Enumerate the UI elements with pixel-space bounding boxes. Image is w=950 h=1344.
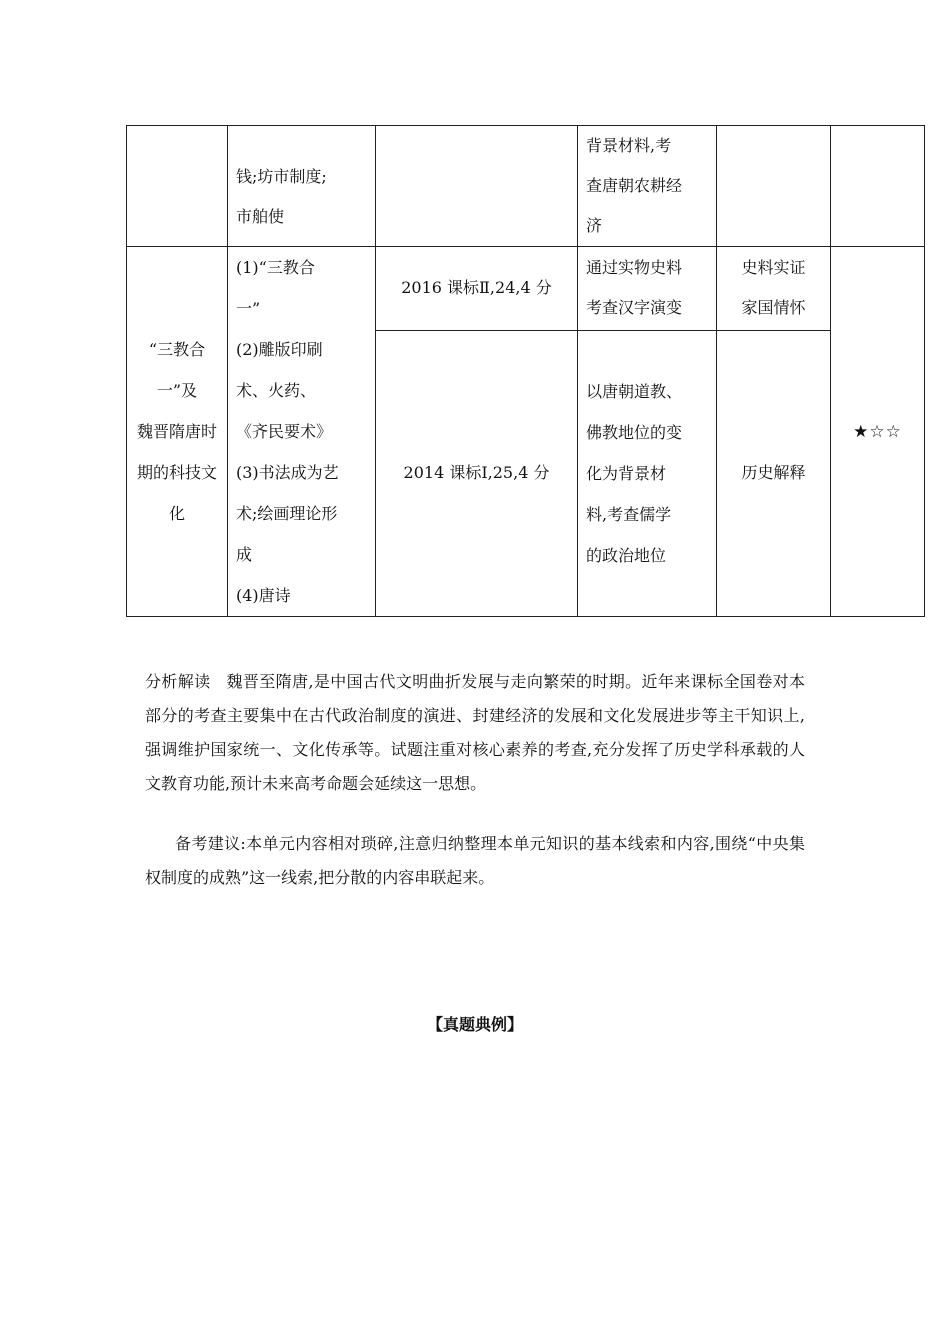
cell-line: (4)唐诗 [236,586,291,605]
section-title: 【真题典例】 [426,1015,523,1034]
cell-line: 考查汉字演变 [586,298,683,318]
exam-analysis-table [126,125,925,617]
cell-line: (3)书法成为艺 [236,463,339,482]
cell-line: 市舶使 [236,207,285,226]
cell-line: 史料实证 [741,258,806,278]
cell-line: 一” [236,299,261,318]
analysis-cell [578,330,717,616]
cell-line: 一”及 [156,381,198,400]
knowledge-points-cell [228,247,376,617]
table-row [127,126,925,247]
cell-line: 化为背景材 [586,463,667,483]
analysis-label: 分析解读 [145,672,211,691]
analysis-paragraph [145,665,805,801]
analysis-text: 魏晋至隋唐,是中国古代文明曲折发展与走向繁荣的时期。近年来课标全国卷对本部分的考查主要集中在古代政治制度的演进、封建经济的发展和文化发展进步等主干知识上,强调维护国家统一、文化传承等。试题注重对核心素养的考查,充分发挥了历史学科承载的人文教育功能,预计未来高考命题会延续这一思想。 [145,672,805,793]
cell-line: 钱;坊市制度; [236,167,327,186]
exam-source-cell: 2014 课标Ⅰ,25,4 分 [376,330,578,616]
cell-line: 料,考查儒学 [586,504,672,524]
literacy-cell: 历史解释 [717,330,831,616]
cell-line: 的政治地位 [586,545,667,565]
literacy-cell [717,247,831,331]
cell-line: 背景材料,考 [586,136,672,155]
cell-line: 术;绘画理论形 [236,504,338,523]
cell-line: 期的科技文 [136,463,217,482]
cell-line: 术、火药、 [236,381,317,400]
cell-line: 济 [586,216,603,235]
cell-line: (2)雕版印刷 [236,340,323,359]
topic-cell [127,247,228,617]
cell-line: 魏晋隋唐时 [136,422,217,441]
analysis-cell [578,126,717,247]
cell-line: 佛教地位的变 [586,422,683,442]
knowledge-points-cell [228,126,376,247]
exam-source-cell [376,126,578,247]
cell-line: (1)“三教合 [236,258,315,277]
difficulty-rating: ★☆☆ [831,247,925,617]
suggestion-paragraph: 备考建议:本单元内容相对琐碎,注意归纳整理本单元知识的基本线索和内容,围绕“中央集权制度的成熟”这一线索,把分散的内容串联起来。 [145,834,805,887]
table-row [127,247,925,331]
analysis-cell [578,247,717,331]
cell-line: 通过实物史料 [586,258,683,278]
cell-line: “三教合 [148,340,206,359]
topic-cell [127,126,228,247]
cell-line: 家国情怀 [741,298,806,318]
cell-line: 查唐朝农耕经 [586,176,683,195]
exam-source-cell: 2016 课标Ⅱ,24,4 分 [376,247,578,331]
cell-line: 化 [168,504,185,523]
cell-line: 成 [236,545,253,564]
cell-line: 以唐朝道教、 [586,381,683,401]
rating-cell [831,126,925,247]
literacy-cell [717,126,831,247]
cell-line: 《齐民要术》 [236,422,333,441]
